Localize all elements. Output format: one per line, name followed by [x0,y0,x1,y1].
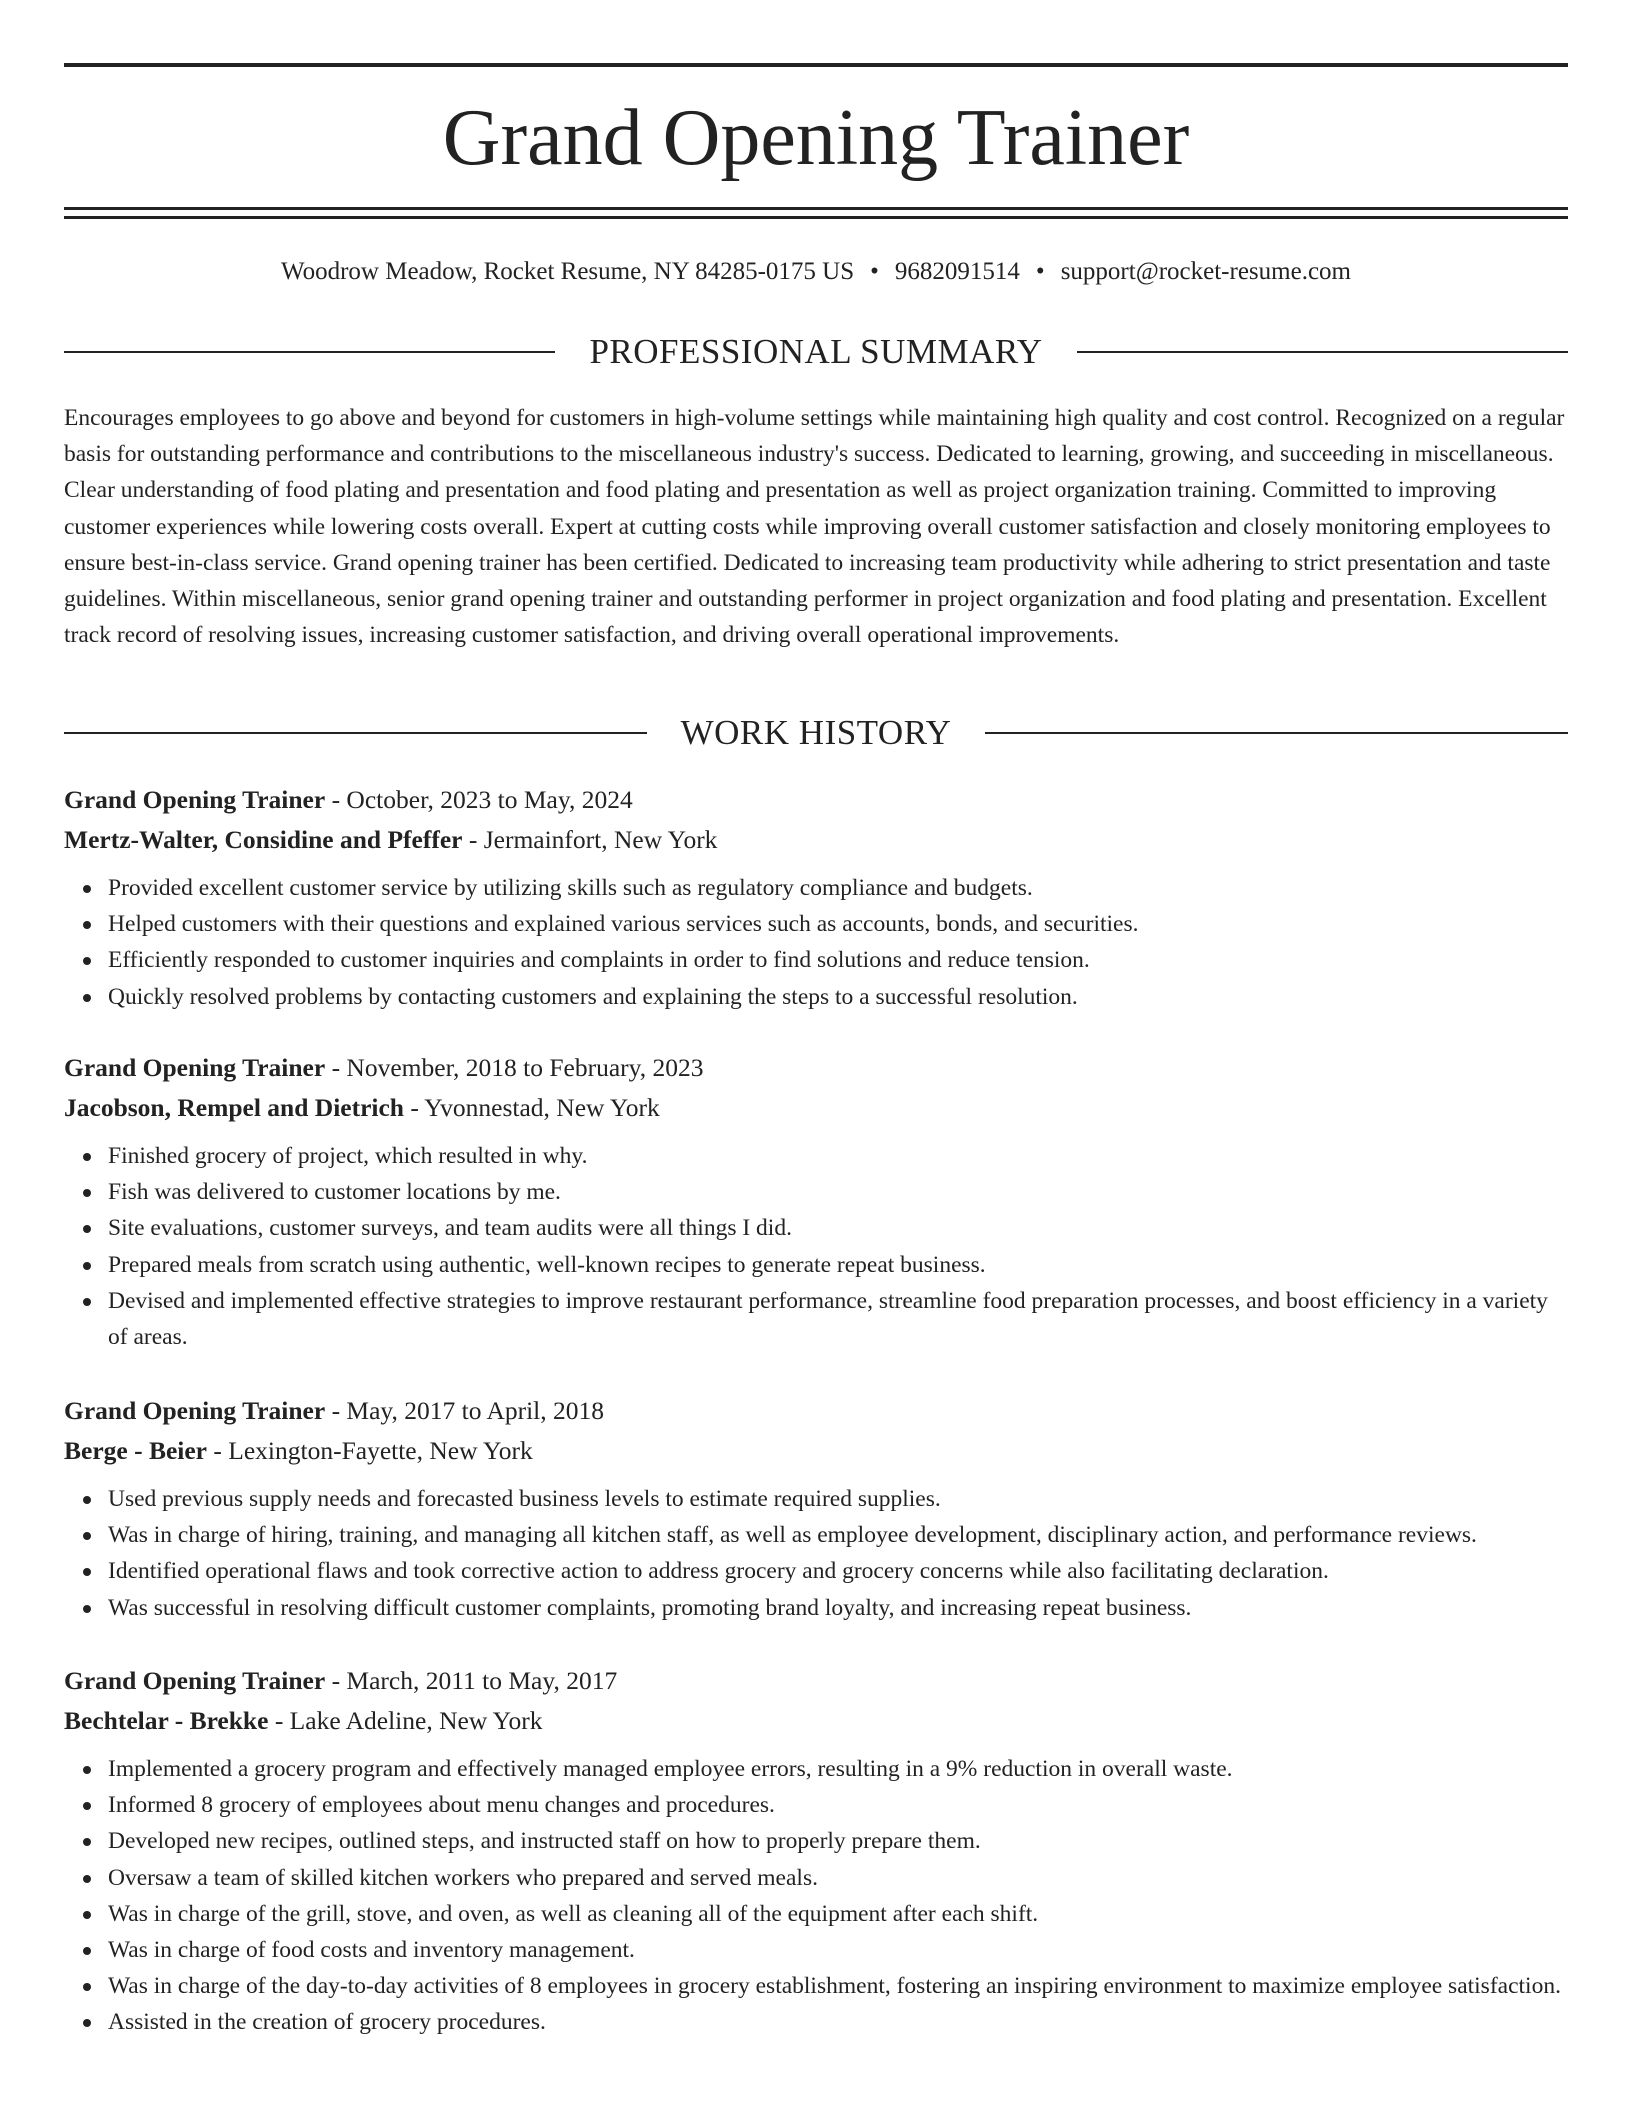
contact-separator: • [1035,258,1045,285]
job-title: Grand Opening Trainer [64,785,326,814]
contact-line [64,254,1568,290]
job-bullet: Finished grocery of project, which resulted in why. [108,1138,1568,1174]
job-company: Berge - Beier [64,1436,208,1465]
job-company: Mertz-Walter, Considine and Pfeffer [64,825,463,854]
title-double-rule [64,207,1568,219]
job-title-line [64,780,1568,820]
job-bullets [64,1481,1568,1626]
page-title: Grand Opening Trainer [442,94,1190,182]
job-entry [64,1048,1568,1355]
job-bullets [64,1751,1568,2041]
job-dates: - March, 2011 to May, 2017 [325,1666,618,1695]
summary-heading [64,330,1568,374]
job-dates: - November, 2018 to February, 2023 [325,1053,704,1082]
job-bullet: Was in charge of hiring, training, and managing all kitchen staff, as well as employee development, disciplinary action, and performance reviews. [108,1517,1568,1553]
job-company: Jacobson, Rempel and Dietrich [64,1093,404,1122]
job-bullet: Identified operational flaws and took corrective action to address grocery and grocery concerns while also facilitating declaration. [108,1553,1568,1589]
job-bullet: Informed 8 grocery of employees about menu changes and procedures. [108,1787,1568,1823]
work-history-heading-label: WORK HISTORY [680,713,952,752]
job-title-line [64,1048,1568,1088]
job-bullet: Assisted in the creation of grocery procedures. [108,2004,1568,2040]
job-company-line [64,1088,1568,1128]
job-company-line [64,1431,1568,1471]
job-bullet: Was successful in resolving difficult customer complaints, promoting brand loyalty, and increasing repeat business. [108,1590,1568,1626]
job-title-line [64,1661,1568,1701]
job-dates: - October, 2023 to May, 2024 [325,785,633,814]
summary-heading-label: PROFESSIONAL SUMMARY [589,332,1043,371]
job-bullet: Was in charge of food costs and inventory management. [108,1932,1568,1968]
job-location: - Yvonnestad, New York [404,1093,660,1122]
contact-phone: 9682091514 [894,258,1020,285]
contact-separator: • [870,258,879,285]
job-entry [64,1661,1568,2041]
job-bullet: Was in charge of the grill, stove, and oven, as well as cleaning all of the equipment after each shift. [108,1896,1568,1932]
job-location: - Jermainfort, New York [462,825,718,854]
job-entry [64,1391,1568,1626]
job-title: Grand Opening Trainer [64,1396,326,1425]
heading-rule-left [64,351,555,353]
job-bullet: Site evaluations, customer surveys, and team audits were all things I did. [108,1210,1568,1246]
job-bullet: Fish was delivered to customer locations by me. [108,1174,1568,1210]
heading-rule-left [64,732,647,734]
job-title: Grand Opening Trainer [64,1666,326,1695]
job-bullet: Oversaw a team of skilled kitchen workers who prepared and served meals. [108,1860,1568,1896]
job-company-line [64,1701,1568,1741]
job-bullet: Implemented a grocery program and effectively managed employee errors, resulting in a 9% reduction in overall waste. [108,1751,1568,1787]
job-bullet: Helped customers with their questions and explained various services such as accounts, bonds, and securities. [108,906,1568,942]
contact-email: support@rocket-resume.com [1060,258,1351,285]
job-location: - Lexington-Fayette, New York [207,1436,533,1465]
job-location: - Lake Adeline, New York [268,1706,543,1735]
work-history-heading [64,711,1568,755]
job-bullet: Was in charge of the day-to-day activities of 8 employees in grocery establishment, fostering an inspiring environment to maximize employee satisfaction. [108,1968,1568,2004]
job-bullet: Provided excellent customer service by utilizing skills such as regulatory compliance and budgets. [108,870,1568,906]
heading-rule-right [985,732,1568,734]
job-bullet: Prepared meals from scratch using authentic, well-known recipes to generate repeat business. [108,1247,1568,1283]
summary-text: Encourages employees to go above and beyond for customers in high-volume settings while maintaining high quality and cost control. Recognized on a regular basis for outstanding performance and contributions to the miscellaneous industry's success. Dedicated to learning, growing, and succeeding in miscellaneous. Clear understanding of food plating and presentation and food plating and presentation as well as project organization training. Committed to improving customer experiences while lowering costs overall. Expert at cutting costs while improving overall customer satisfaction and closely monitoring employees to ensure best-in-class service. Grand opening trainer has been certified. Dedicated to increasing team productivity while adhering to strict presentation and taste guidelines. Within miscellaneous, senior grand opening trainer and outstanding performer in project organization and food plating and presentation. Excellent track record of resolving issues, increasing customer satisfaction, and driving overall operational improvements. [64,405,1565,649]
top-rule [64,63,1568,67]
job-entry [64,780,1568,1015]
job-bullet: Devised and implemented effective strategies to improve restaurant performance, streamline food preparation processes, and boost efficiency in a variety of areas. [108,1283,1568,1355]
job-company: Bechtelar - Brekke [64,1706,269,1735]
job-bullet: Efficiently responded to customer inquiries and complaints in order to find solutions and reduce tension. [108,942,1568,978]
contact-address: Woodrow Meadow, Rocket Resume, NY 84285-0175 US [281,258,855,285]
job-dates: - May, 2017 to April, 2018 [325,1396,605,1425]
job-bullet: Developed new recipes, outlined steps, and instructed staff on how to properly prepare them. [108,1823,1568,1859]
job-title-line [64,1391,1568,1431]
job-bullet: Quickly resolved problems by contacting customers and explaining the steps to a successful resolution. [108,979,1568,1015]
job-company-line [64,820,1568,860]
job-bullets [64,870,1568,1015]
heading-rule-right [1077,351,1568,353]
job-bullet: Used previous supply needs and forecasted business levels to estimate required supplies. [108,1481,1568,1517]
job-bullets [64,1138,1568,1355]
job-title: Grand Opening Trainer [64,1053,326,1082]
